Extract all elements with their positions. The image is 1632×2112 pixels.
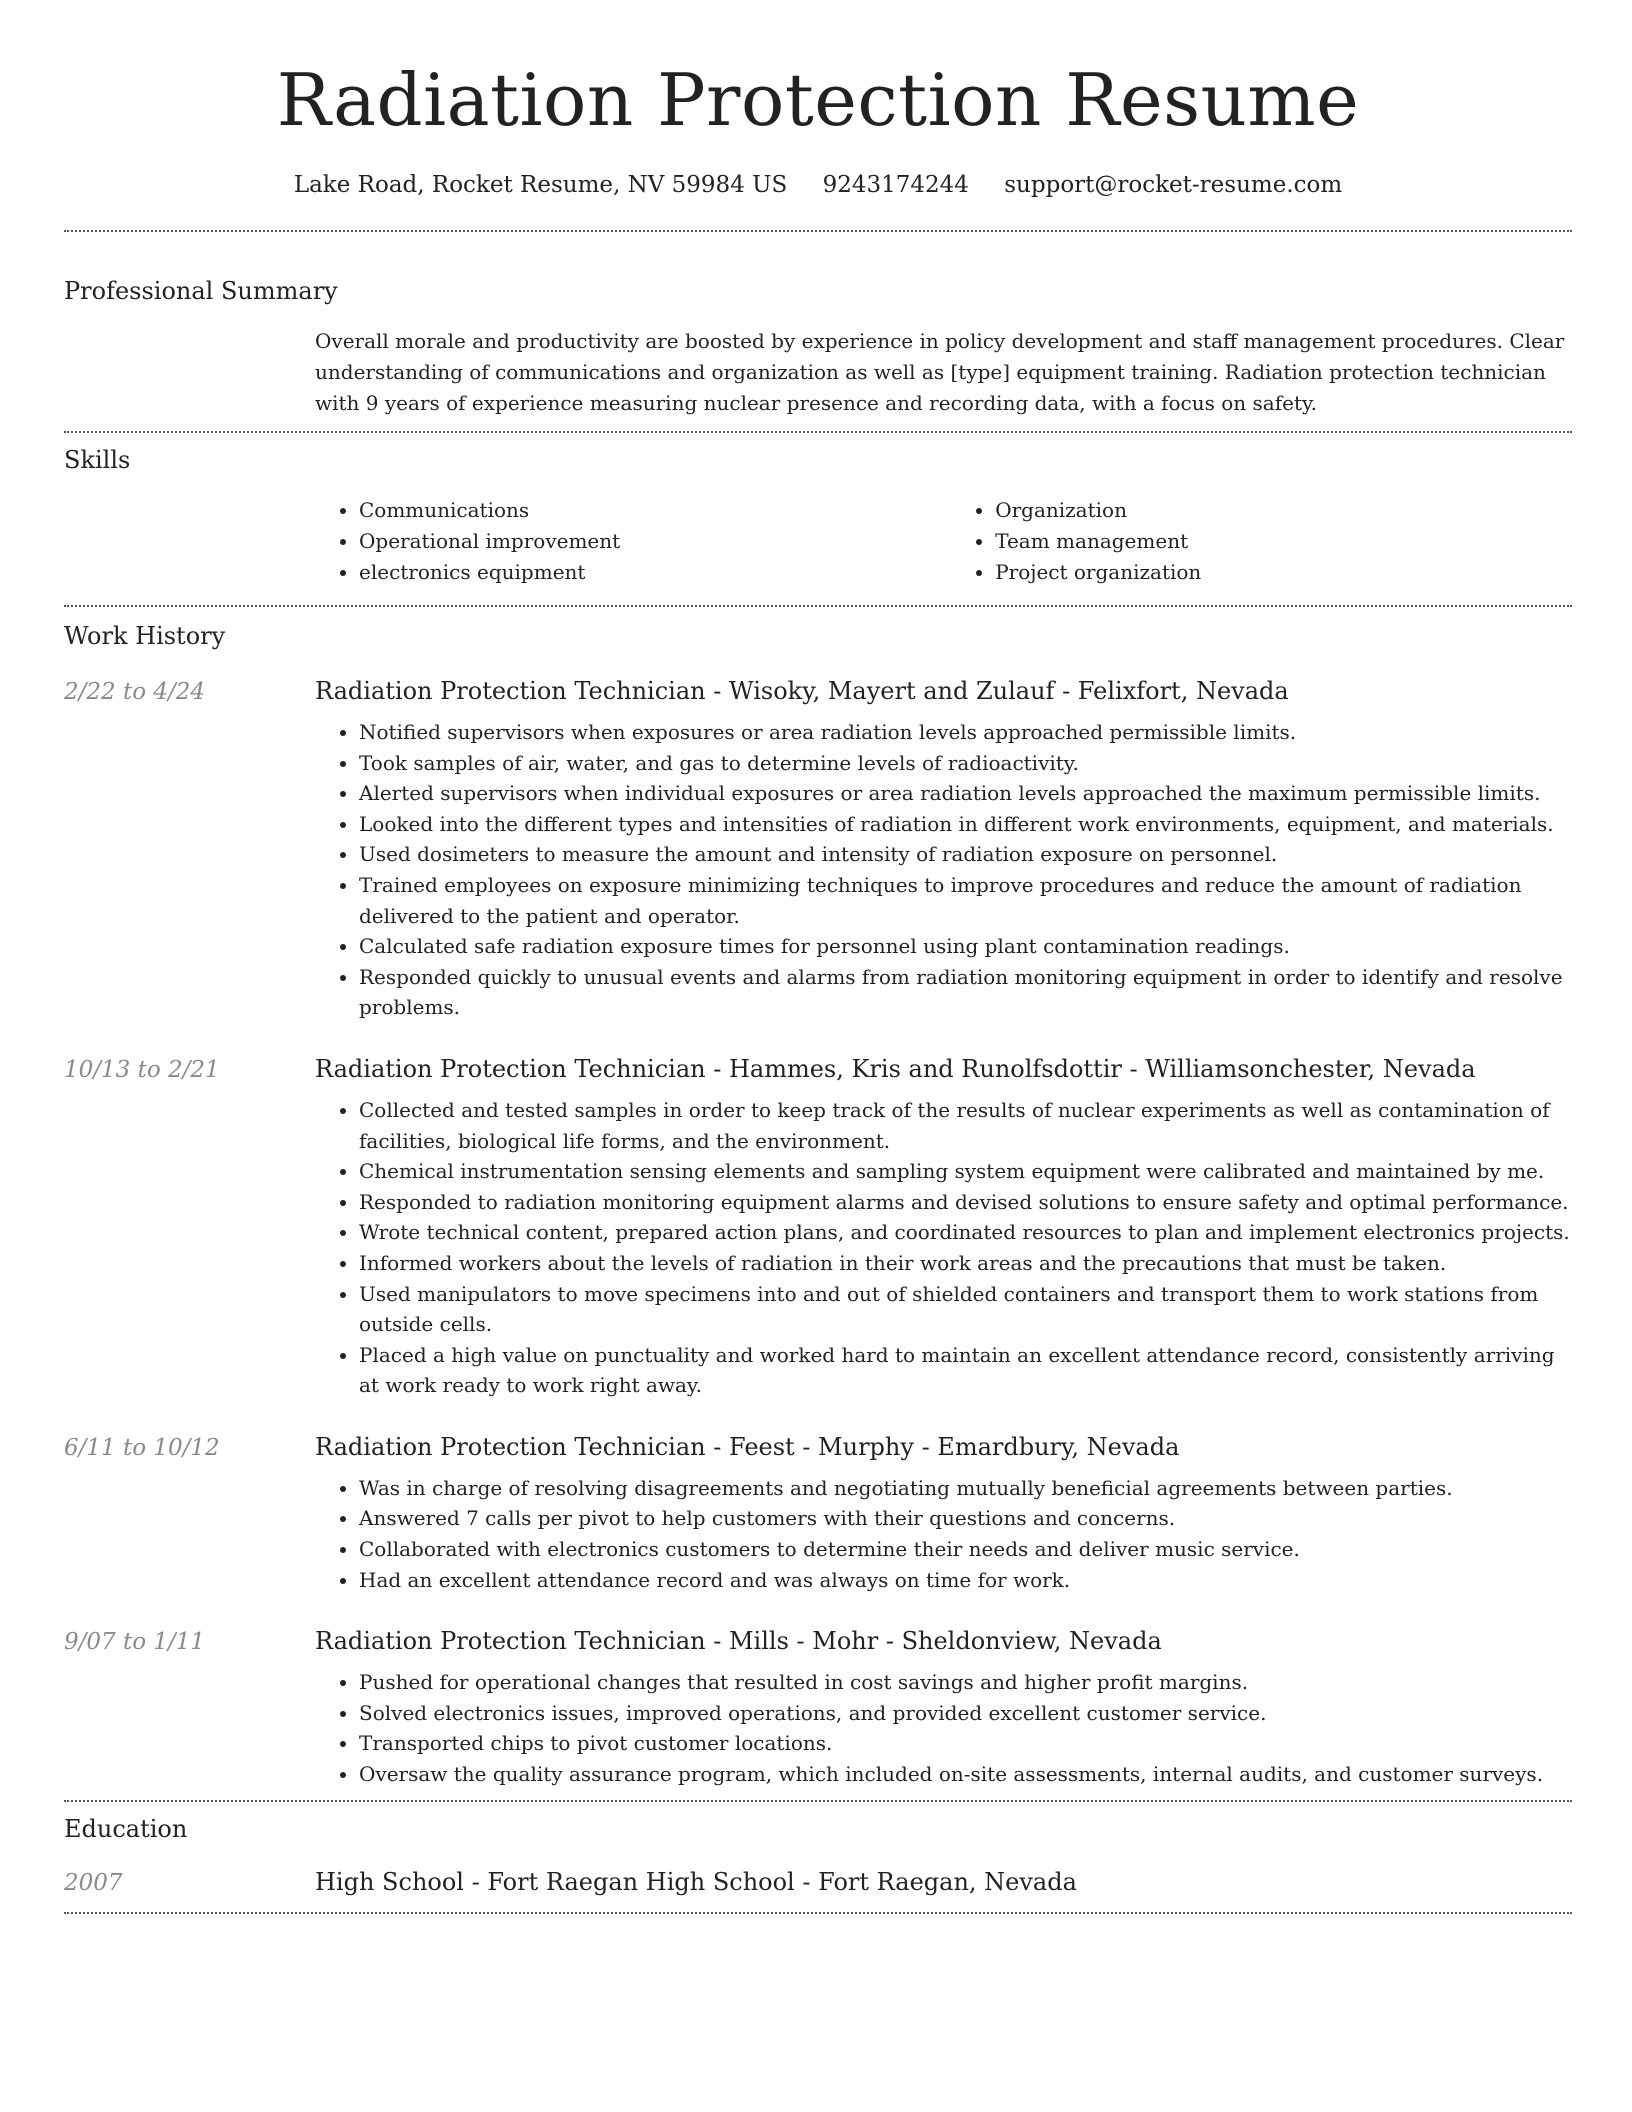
phone: 9243174244 <box>822 172 969 198</box>
job-bullets <box>315 1667 1572 1789</box>
job-bullet: • Chemical instrumentation sensing elements and sampling system equipment were calibrated and maintained by me. <box>359 1156 1572 1187</box>
job-bullet: • Transported chips to pivot customer locations. <box>359 1728 1572 1759</box>
job-bullet: • Alerted supervisors when individual exposures or area radiation levels approached the maximum permissible limits. <box>359 778 1572 809</box>
job-bullet: • Used dosimeters to measure the amount and intensity of radiation exposure on personnel. <box>359 839 1572 870</box>
skills-list <box>315 495 1572 588</box>
job-bullet: • Was in charge of resolving disagreements and negotiating mutually beneficial agreements between parties. <box>359 1473 1572 1504</box>
job-dates: 10/13 to 2/21 <box>64 1056 220 1083</box>
job-bullet: • Pushed for operational changes that resulted in cost savings and higher profit margins. <box>359 1667 1572 1698</box>
section-title-education: Education <box>64 1814 188 1843</box>
job-bullets <box>315 717 1572 1023</box>
job-bullet: • Collaborated with electronics customers to determine their needs and deliver music service. <box>359 1534 1572 1565</box>
skill-item: • Project organization <box>995 557 1572 588</box>
divider <box>64 605 1572 607</box>
education-entry <box>64 1868 1572 1896</box>
summary-text: Overall morale and productivity are boosted by experience in policy development and staff management procedures. Clear understanding of communications and organization as well as [type] equipment training. Radiation protection technician with 9 years of experience measuring nuclear presence and recording data, with a focus on safety. <box>315 329 1565 415</box>
job-header <box>64 1433 1572 1461</box>
job-bullet: • Had an excellent attendance record and was always on time for work. <box>359 1565 1572 1596</box>
job-title: Radiation Protection Technician - Wisoky, Mayert and Zulauf - Felixfort, Nevada <box>315 677 1289 705</box>
job-bullet: • Took samples of air, water, and gas to determine levels of radioactivity. <box>359 748 1572 779</box>
section-title-work: Work History <box>64 622 226 650</box>
address: Lake Road, Rocket Resume, NV 59984 US <box>293 172 788 198</box>
skill-item: • Organization <box>995 495 1572 526</box>
job-bullet: • Looked into the different types and intensities of radiation in different work environments, equipment, and materials. <box>359 809 1572 840</box>
job-header <box>64 1627 1572 1655</box>
job-bullets <box>315 1095 1572 1401</box>
email: support@rocket-resume.com <box>1004 172 1343 198</box>
job-title: Radiation Protection Technician - Feest - Murphy - Emardbury, Nevada <box>315 1432 1180 1461</box>
job-bullet: • Solved electronics issues, improved operations, and provided excellent customer service. <box>359 1698 1572 1729</box>
section-title-skills: Skills <box>64 446 131 474</box>
job-title: Radiation Protection Technician - Mills - Mohr - Sheldonview, Nevada <box>315 1627 1162 1656</box>
job-bullet: • Notified supervisors when exposures or area radiation levels approached permissible limits. <box>359 717 1572 748</box>
job-bullet: • Responded to radiation monitoring equipment alarms and devised solutions to ensure safety and optimal performance. <box>359 1187 1572 1218</box>
job-bullet: • Placed a high value on punctuality and worked hard to maintain an excellent attendance record, consistently arriving at work ready to work right away. <box>359 1340 1572 1401</box>
skill-item: • Operational improvement <box>359 526 951 557</box>
skill-item: • Communications <box>359 495 951 526</box>
job-dates: 6/11 to 10/12 <box>64 1434 220 1461</box>
divider <box>64 230 1572 232</box>
skill-item: • electronics equipment <box>359 557 951 588</box>
education-detail: High School - Fort Raegan High School - Fort Raegan, Nevada <box>315 1867 1077 1896</box>
job-header <box>64 677 1572 705</box>
job-bullet: • Trained employees on exposure minimizing techniques to improve procedures and reduce the amount of radiation delivered to the patient and operator. <box>359 870 1572 931</box>
section-title-summary: Professional Summary <box>64 277 338 305</box>
job-dates: 2/22 to 4/24 <box>64 679 206 705</box>
job-bullet: • Oversaw the quality assurance program, which included on-site assessments, internal audits, and customer surveys. <box>359 1759 1572 1790</box>
job-bullets <box>315 1473 1572 1595</box>
divider <box>64 1800 1572 1802</box>
job-bullet: • Answered 7 calls per pivot to help customers with their questions and concerns. <box>359 1503 1572 1534</box>
skills-column-left <box>315 495 951 588</box>
divider <box>64 1912 1572 1914</box>
job-bullet: • Calculated safe radiation exposure times for personnel using plant contamination readings. <box>359 931 1572 962</box>
contact-line <box>64 168 1572 202</box>
job-bullet: • Wrote technical content, prepared action plans, and coordinated resources to plan and implement electronics projects. <box>359 1217 1572 1248</box>
resume-title: Radiation Protection Resume <box>276 58 1360 142</box>
divider <box>64 431 1572 433</box>
job-dates: 9/07 to 1/11 <box>64 1629 206 1656</box>
skill-item: • Team management <box>995 526 1572 557</box>
skills-column-right <box>951 495 1572 588</box>
job-bullet: • Responded quickly to unusual events and alarms from radiation monitoring equipment in order to identify and resolve problems. <box>359 962 1572 1023</box>
job-bullet: • Informed workers about the levels of radiation in their work areas and the precautions that must be taken. <box>359 1248 1572 1279</box>
job-bullet: • Collected and tested samples in order to keep track of the results of nuclear experiments as well as contamination of facilities, biological life forms, and the environment. <box>359 1095 1572 1156</box>
resume-page <box>64 0 1572 1914</box>
education-year: 2007 <box>64 1869 123 1896</box>
job-title: Radiation Protection Technician - Hammes, Kris and Runolfsdottir - Williamsonchester, Nevada <box>315 1054 1476 1083</box>
job-bullet: • Used manipulators to move specimens into and out of shielded containers and transport them to work stations from outside cells. <box>359 1279 1572 1340</box>
job-header <box>64 1055 1572 1083</box>
